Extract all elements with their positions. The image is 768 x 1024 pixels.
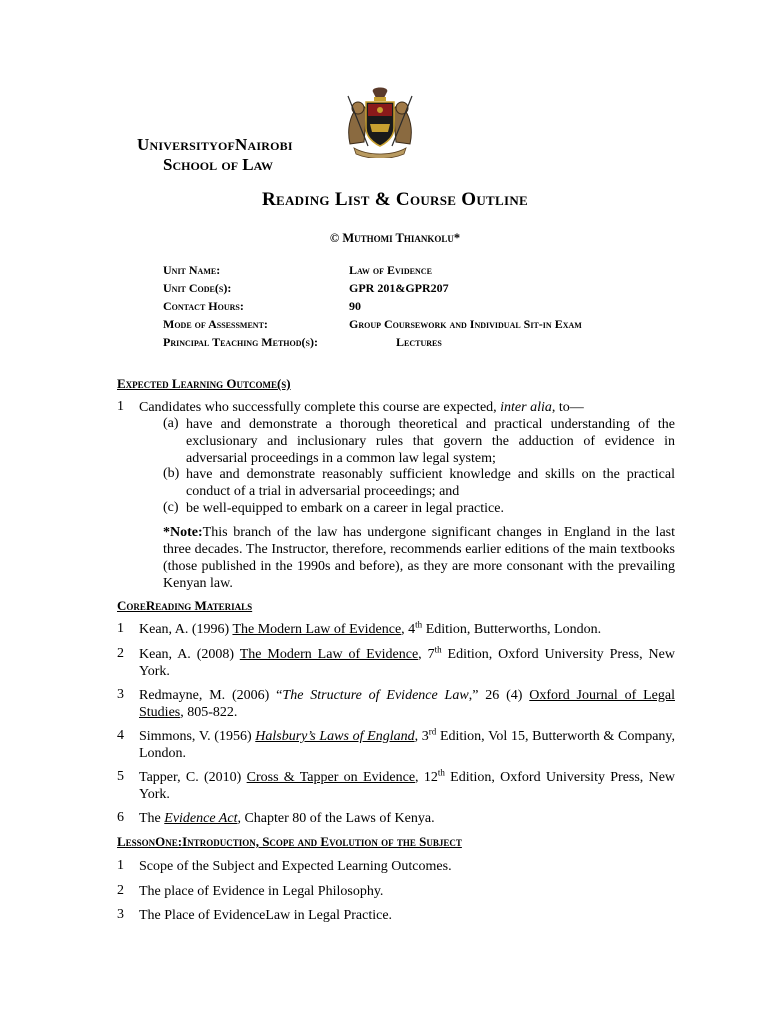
- outcomes-heading: Expected Learning Outcome(s): [117, 376, 291, 391]
- lesson-item-number: 2: [117, 883, 124, 898]
- reading-item: Tapper, C. (2010) Cross & Tapper on Evidence, 12th Edition, Oxford University Press, New York.: [139, 767, 676, 802]
- reading-number: 1: [117, 621, 124, 636]
- reading-number: 6: [117, 810, 124, 825]
- reading-number: 4: [117, 728, 124, 743]
- teaching-method-value: Lectures: [396, 335, 442, 349]
- reading-number: 5: [117, 769, 124, 784]
- reading-item: Redmayne, M. (2006) “The Structure of Evidence Law,” 26 (4) Oxford Journal of Legal Studies, 805-822.: [139, 688, 675, 720]
- lesson-one-heading: LessonOne:Introduction, Scope and Evolution of the Subject: [117, 834, 462, 849]
- reading-item: The Evidence Act, Chapter 80 of the Laws of Kenya.: [139, 811, 435, 826]
- reading-item: Kean, A. (1996) The Modern Law of Evidence, 4th Edition, Butterworths, London.: [139, 619, 602, 637]
- unit-code-value: GPR 201&GPR207: [349, 281, 449, 295]
- outcomes-intro: Candidates who successfully complete this course are expected, inter alia, to—: [139, 400, 584, 415]
- outcome-b-text: have and demonstrate reasonably sufficient knowledge and skills on the practical conduct of a trial in adversarial proceedings; and: [186, 467, 675, 499]
- lesson-item: The Place of EvidenceLaw in Legal Practice.: [139, 908, 393, 923]
- note-paragraph: *Note:This branch of the law has undergone significant changes in England in the last three decades. The Instructor, therefore, recommends earlier editions of the main textbooks (those published in the 1990s and before), as they are more consonant with the prevailing Kenyan law.: [163, 525, 675, 591]
- assessment-label: Mode of Assessment:: [163, 317, 268, 331]
- reading-item: Kean, A. (2008) The Modern Law of Evidence, 7th Edition, Oxford University Press, New York.: [139, 644, 675, 679]
- outcome-number: 1: [117, 399, 124, 414]
- lesson-item: The place of Evidence in Legal Philosophy.: [139, 884, 384, 899]
- university-name: UniversityofNairobi: [137, 135, 293, 154]
- outcome-a-label: (a): [163, 416, 179, 431]
- contact-hours-label: Contact Hours:: [163, 299, 244, 313]
- outcome-c-text: be well-equipped to embark on a career in legal practice.: [186, 501, 504, 516]
- unit-name-value: Law of Evidence: [349, 263, 432, 277]
- contact-hours-value: 90: [349, 299, 361, 313]
- document-title: Reading List & Course Outline: [261, 189, 529, 210]
- core-reading-heading: CoreReading Materials: [117, 598, 253, 613]
- lesson-item-number: 3: [117, 907, 124, 922]
- reading-number: 3: [117, 687, 124, 702]
- university-crest-logo: [340, 86, 420, 158]
- outcome-a-text: have and demonstrate a thorough theoretical and practical understanding of the exclusionary and inclusionary rules that govern the adduction of evidence in adversarial proceedings in a common law legal system;: [186, 417, 675, 466]
- lesson-item: Scope of the Subject and Expected Learning Outcomes.: [139, 859, 452, 874]
- author-line: © Muthomi Thiankolu*: [329, 231, 461, 245]
- unit-code-label: Unit Code(s):: [163, 281, 232, 295]
- reading-item: Simmons, V. (1956) Halsbury’s Laws of England, 3rd Edition, Vol 15, Butterworth & Company, London.: [139, 726, 676, 761]
- reading-number: 2: [117, 646, 124, 661]
- outcome-c-label: (c): [163, 500, 179, 515]
- unit-name-label: Unit Name:: [163, 263, 221, 277]
- school-name: School of Law: [163, 155, 273, 174]
- teaching-method-label: Principal Teaching Method(s):: [163, 335, 318, 349]
- outcome-b-label: (b): [163, 466, 180, 481]
- lesson-item-number: 1: [117, 858, 124, 873]
- assessment-value: Group Coursework and Individual Sit-in Exam: [349, 317, 582, 331]
